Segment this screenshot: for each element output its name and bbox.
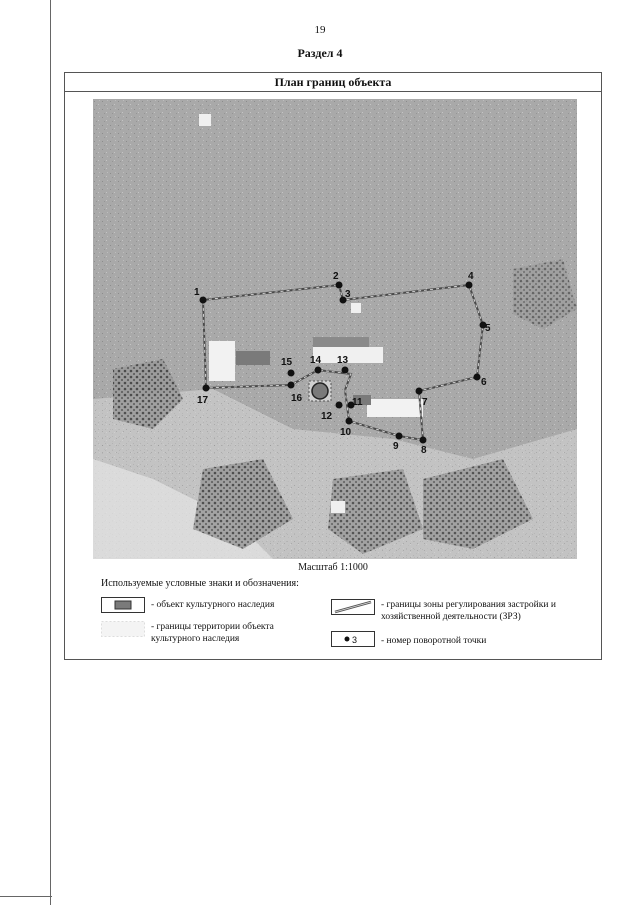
- point-label-15: 15: [281, 357, 293, 368]
- small-structure: [199, 114, 211, 126]
- point-label-8: 8: [421, 445, 427, 456]
- point-label-10: 10: [340, 427, 352, 438]
- turning-point-15: [288, 370, 295, 377]
- turning-point-2: [336, 282, 343, 289]
- legend-territory-boundary-text: - границы территории объекта культурного наследия: [151, 622, 274, 644]
- boundary-map: [93, 99, 577, 559]
- turning-point-10: [346, 418, 353, 425]
- turning-point-12: [336, 402, 343, 409]
- building-roof: [313, 337, 369, 347]
- bottom-margin-line: [0, 896, 52, 897]
- page-number: 19: [314, 24, 326, 36]
- small-structure: [331, 501, 345, 513]
- heritage-object-marker: [312, 383, 328, 399]
- legend-turning-point-text: - номер поворотной точки: [381, 636, 487, 646]
- point-label-6: 6: [481, 377, 487, 388]
- turning-point-17: [203, 385, 210, 392]
- turning-point-13: [342, 367, 349, 374]
- plan-title: План границ объекта: [65, 73, 601, 92]
- legend-zone-boundary-text: - границы зоны регулирования застройки и хозяйственной деятельности (ЗРЗ): [381, 600, 556, 622]
- point-label-16: 16: [291, 393, 303, 404]
- plan-frame: [64, 72, 602, 660]
- turning-point-4: [466, 282, 473, 289]
- point-label-14: 14: [310, 355, 322, 366]
- point-label-9: 9: [393, 441, 399, 452]
- zone-boundary-symbol: [331, 599, 375, 615]
- turning-point-8: [420, 437, 427, 444]
- legend-heritage-object-text: - объект культурного наследия: [151, 600, 275, 610]
- building: [367, 399, 423, 417]
- turning-point-16: [288, 382, 295, 389]
- point-label-5: 5: [485, 323, 491, 334]
- point-label-1: 1: [194, 287, 200, 298]
- point-label-7: 7: [422, 397, 428, 408]
- turning-point-9: [396, 433, 403, 440]
- legend-title: Используемые условные знаки и обозначения:: [101, 578, 299, 589]
- point-label-13: 13: [337, 355, 349, 366]
- point-label-17: 17: [197, 395, 209, 406]
- turning-point-6: [474, 374, 481, 381]
- building-roof: [236, 351, 270, 365]
- point-label-3: 3: [345, 289, 351, 300]
- turning-point-7: [416, 388, 423, 395]
- turning-point-1: [200, 297, 207, 304]
- section-title: Раздел 4: [297, 46, 343, 60]
- small-structure: [351, 303, 361, 313]
- point-label-2: 2: [333, 271, 339, 282]
- point-label-12: 12: [321, 411, 333, 422]
- heritage-object-symbol: [101, 597, 145, 613]
- building: [209, 341, 235, 381]
- turning-point-sample-label: 3: [352, 635, 358, 645]
- left-margin-line: [50, 0, 51, 905]
- point-label-11: 11: [352, 397, 363, 408]
- map-scale: Масштаб 1:1000: [298, 562, 368, 573]
- turning-point-symbol: [331, 631, 375, 647]
- turning-point-14: [315, 367, 322, 374]
- territory-boundary-symbol: [101, 621, 145, 637]
- point-label-4: 4: [468, 271, 474, 282]
